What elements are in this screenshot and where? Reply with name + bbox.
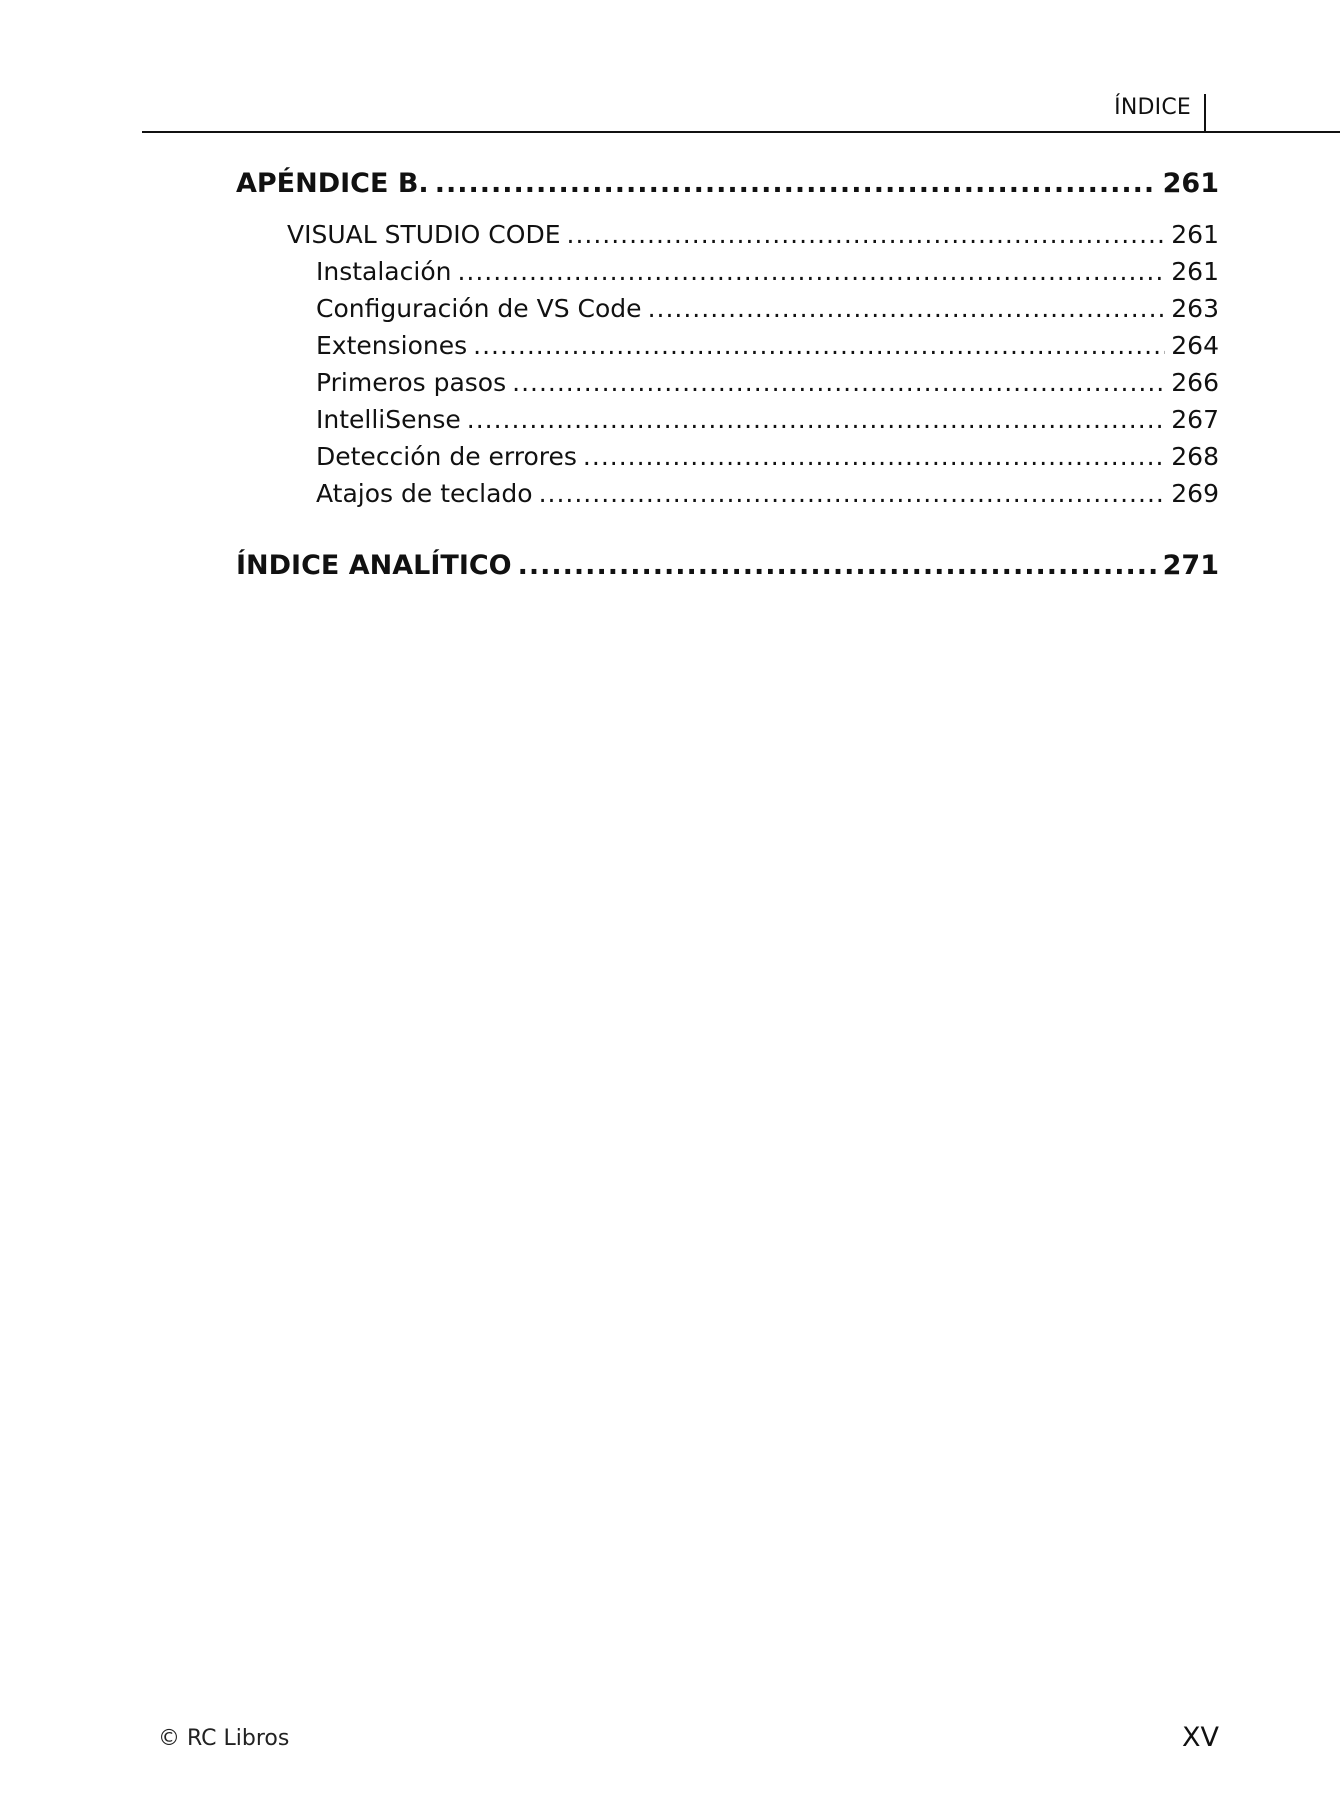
- toc-dot-leader: [512, 368, 1165, 397]
- toc-entry-instalacion[interactable]: [316, 257, 1219, 286]
- toc-entry-page: 266: [1171, 368, 1219, 397]
- toc-entry-label: IntelliSense: [316, 405, 461, 434]
- toc-entry-page: 271: [1162, 550, 1219, 581]
- footer-page-number: XV: [1182, 1722, 1219, 1753]
- toc-entry-extensiones[interactable]: [316, 331, 1219, 360]
- toc-entry-label: Extensiones: [316, 331, 468, 360]
- running-header-title: ÍNDICE: [1114, 95, 1191, 120]
- toc-entry-page: 261: [1171, 257, 1219, 286]
- toc-entry-appendix-b[interactable]: [236, 168, 1219, 199]
- toc-entry-label: Atajos de teclado: [316, 479, 533, 508]
- toc-dot-leader: [435, 168, 1157, 199]
- toc-entry-page: 261: [1171, 220, 1219, 249]
- toc-dot-leader: [539, 479, 1166, 508]
- toc-entry-page: 267: [1171, 405, 1219, 434]
- toc-entry-label: VISUAL STUDIO CODE: [287, 220, 561, 249]
- toc-entry-label: Detección de errores: [316, 442, 577, 471]
- toc-dot-leader: [457, 257, 1165, 286]
- toc-entry-label: Configuración de VS Code: [316, 294, 642, 323]
- toc-dot-leader: [648, 294, 1166, 323]
- toc-entry-page: 261: [1162, 168, 1219, 199]
- toc-entry-visual-studio-code[interactable]: [287, 220, 1219, 249]
- footer-publisher: © RC Libros: [158, 1726, 290, 1751]
- toc-dot-leader: [583, 442, 1165, 471]
- toc-entry-indice-analitico[interactable]: [236, 550, 1219, 581]
- toc-dot-leader: [567, 220, 1166, 249]
- toc-entry-label: ÍNDICE ANALÍTICO: [236, 550, 512, 581]
- toc-entry-intellisense[interactable]: [316, 405, 1219, 434]
- toc-entry-deteccion-errores[interactable]: [316, 442, 1219, 471]
- toc-entry-page: 263: [1171, 294, 1219, 323]
- toc-dot-leader: [467, 405, 1166, 434]
- toc-entry-label: Instalación: [316, 257, 452, 286]
- toc-entry-label: APÉNDICE B.: [236, 168, 429, 199]
- toc-entry-primeros-pasos[interactable]: [316, 368, 1219, 397]
- toc-entry-configuracion[interactable]: [316, 294, 1219, 323]
- toc-entry-page: 269: [1171, 479, 1219, 508]
- toc-entry-atajos-teclado[interactable]: [316, 479, 1219, 508]
- toc-entry-label: Primeros pasos: [316, 368, 507, 397]
- toc-dot-leader: [473, 331, 1165, 360]
- toc-entry-page: 264: [1171, 331, 1219, 360]
- toc-dot-leader: [518, 550, 1157, 581]
- toc-entry-page: 268: [1171, 442, 1219, 471]
